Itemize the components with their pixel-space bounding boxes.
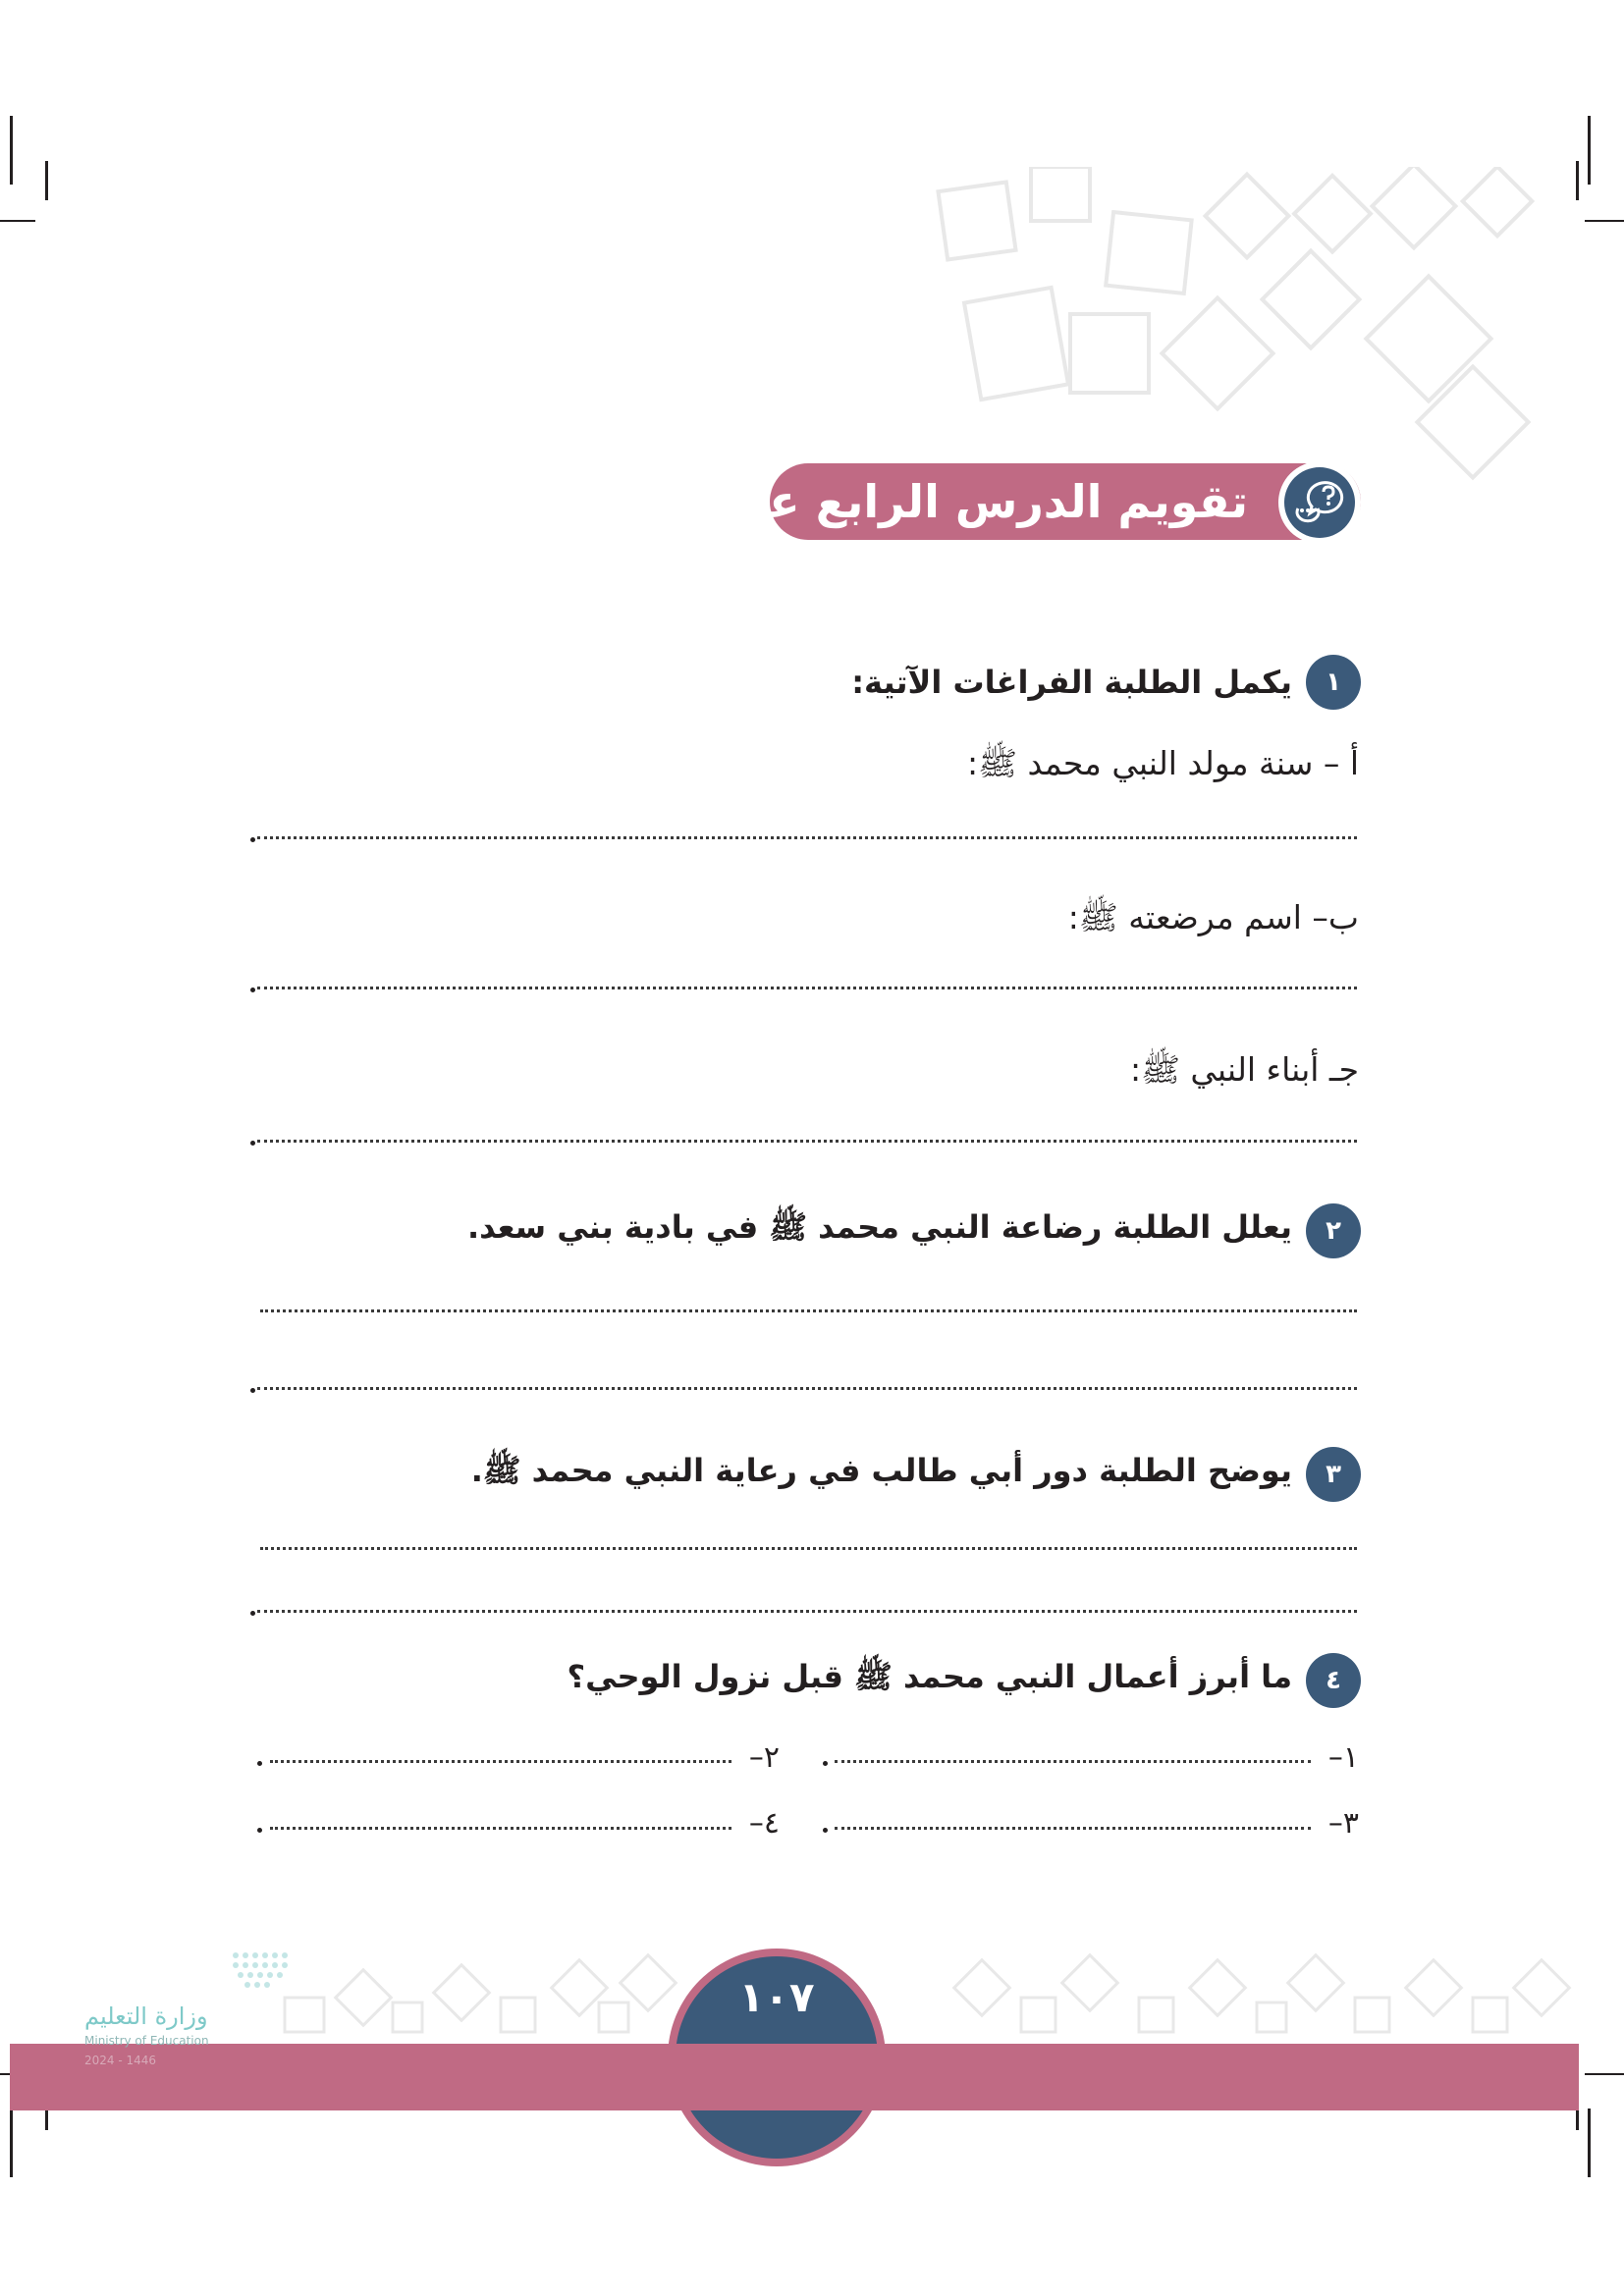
line-end-dot bbox=[257, 1761, 262, 1766]
question-text: يوضح الطلبة دور أبي طالب في رعاية النبي محمد ﷺ. bbox=[470, 1452, 1292, 1489]
sub-question-b: ب– اسم مرضعته ﷺ: bbox=[1067, 898, 1359, 936]
crop-mark bbox=[1588, 2109, 1591, 2177]
crop-mark bbox=[45, 161, 48, 200]
decorative-pattern bbox=[923, 167, 1571, 491]
list-item-label: ١– bbox=[1327, 1740, 1359, 1775]
lesson-evaluation-banner bbox=[694, 463, 1361, 540]
decorative-pattern bbox=[275, 1939, 1581, 2047]
question-number-badge: ١ bbox=[1306, 655, 1361, 710]
answer-line[interactable] bbox=[257, 1387, 1357, 1390]
answer-line[interactable] bbox=[270, 1827, 731, 1830]
banner-icon-frame bbox=[1278, 461, 1361, 544]
crop-mark bbox=[1576, 161, 1579, 200]
crop-mark bbox=[1588, 116, 1591, 185]
speech-question-icon bbox=[1284, 467, 1355, 538]
list-item-label: ٤– bbox=[748, 1806, 780, 1841]
answer-line[interactable] bbox=[835, 1827, 1311, 1830]
question-number-badge: ٢ bbox=[1306, 1203, 1361, 1258]
crop-mark bbox=[1585, 220, 1624, 222]
question-4 bbox=[568, 1653, 1361, 1708]
answer-line[interactable] bbox=[257, 836, 1357, 839]
question-text: ما أبرز أعمال النبي محمد ﷺ قبل نزول الوحي؟ bbox=[567, 1658, 1292, 1695]
line-end-dot bbox=[823, 1761, 828, 1766]
answer-line[interactable] bbox=[260, 1309, 1357, 1312]
crop-mark bbox=[1585, 2073, 1624, 2075]
line-end-dot bbox=[257, 1828, 262, 1833]
line-end-dot bbox=[250, 1611, 255, 1616]
ministry-year: 2024 - 1446 bbox=[84, 2054, 157, 2067]
question-text: يكمل الطلبة الفراغات الآتية: bbox=[851, 664, 1292, 701]
page-title: تقويم الدرس الرابع عشر bbox=[694, 475, 1248, 528]
question-1 bbox=[851, 655, 1361, 710]
question-2 bbox=[467, 1203, 1361, 1258]
crop-mark bbox=[10, 116, 13, 185]
sub-question-a: أ – سنة مولد النبي محمد ﷺ: bbox=[966, 744, 1359, 782]
answer-line[interactable] bbox=[257, 987, 1357, 989]
line-end-dot bbox=[250, 1141, 255, 1146]
question-text: يعلل الطلبة رضاعة النبي محمد ﷺ في بادية بني سعد. bbox=[466, 1208, 1292, 1246]
answer-line[interactable] bbox=[270, 1760, 731, 1763]
question-number-badge: ٤ bbox=[1306, 1653, 1361, 1708]
sub-question-c: جـ أبناء النبي ﷺ: bbox=[1129, 1050, 1359, 1089]
question-number-badge: ٣ bbox=[1306, 1447, 1361, 1502]
ministry-subtitle: Ministry of Education bbox=[84, 2034, 209, 2048]
crop-mark bbox=[10, 2109, 13, 2177]
line-end-dot bbox=[823, 1828, 828, 1833]
page-number: ١٠٧ bbox=[738, 1973, 815, 2021]
line-end-dot bbox=[250, 1388, 255, 1393]
list-item-label: ٣– bbox=[1327, 1806, 1359, 1841]
answer-line[interactable] bbox=[257, 1610, 1357, 1613]
answer-line[interactable] bbox=[835, 1760, 1311, 1763]
ministry-name: وزارة التعليم bbox=[84, 2002, 208, 2030]
line-end-dot bbox=[250, 837, 255, 842]
line-end-dot bbox=[250, 988, 255, 992]
answer-line[interactable] bbox=[260, 1547, 1357, 1550]
answer-line[interactable] bbox=[257, 1140, 1357, 1143]
crop-mark bbox=[0, 220, 35, 222]
question-3 bbox=[471, 1447, 1361, 1502]
list-item-label: ٢– bbox=[748, 1740, 780, 1775]
